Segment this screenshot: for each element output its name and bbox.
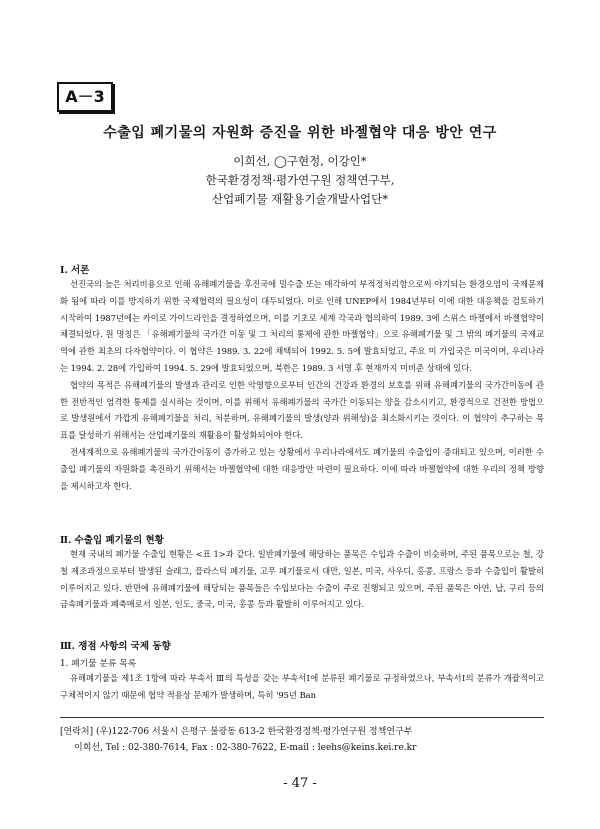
- contact-phone-email: 이희선, Tel : 02-380-7614, Fax : 02-380-7622, E-mail : leehs@keins.kei.re.kr: [74, 743, 417, 753]
- section-status-body: [60, 546, 544, 613]
- subsection-heading-classification: 1. 폐기물 분류 목록: [60, 659, 137, 669]
- paragraph: 선진국의 높은 처리비용으로 인해 유해폐기물을 후진국에 밀수출 또는 매각하여 부적정처리함으로써 야기되는 환경오염이 국제문제화 됨에 따라 이를 방지하기 위한 국제협력의 필요성이 대두되었다. 이로 인해 UNEP에서 1984년부터 이에 대한 대응책을 검토하기 시작하여 1987년에는 카이로 가이드라인을 결정하였으며, 이를 기초로 세계 각국과 협의하여 1989. 3에 스위스 바젤에서 바젤협약이 체결되었다. 원 명칭은 「유해폐기물의 국가간 이동 및 그 처리의 통제에 관한 바젤협약」으로 유해폐기물 및 그 밖의 폐기물의 국제교역에 관한 최초의 다자협약이다. 이 협약은 1989. 3. 22에 채택되어 1992. 5. 5에 발효되었고, 주요 미 가입국은 미국이며, 우리나라는 1994. 2. 28에 가입하여 1994. 5. 29에 발효되었으며, 북한은 1989. 3 서명 후 현재까지 미비준 상태에 있다.: [60, 279, 544, 373]
- section-introduction-body: [60, 276, 544, 494]
- footer-divider: [60, 717, 544, 718]
- paragraph: 협약의 목적은 유해폐기물의 발생과 관리로 인한 악영향으로부터 인간의 건강과 환경의 보호를 위해 유해폐기물의 국가간이동에 관한 전반적인 엄격한 통제를 실시하는 것이며, 이를 위해서 유해폐기물의 국가간 이동되는 양을 감소시키고, 환경적으로 건전한 방법으로 발생원에서 가깝게 유해폐기물을 처리, 처분하며, 유해폐기물의 발생(양과 위해성)을 최소화시키는 것이다. 이 협약이 추구하는 목표를 달성하기 위해서는 산업폐기물의 재활용이 활성화되어야 한다.: [60, 379, 544, 441]
- section-heading-status: Ⅱ. 수출입 폐기물의 현황: [60, 535, 164, 546]
- paper-title: 수출입 폐기물의 자원화 증진을 위한 바젤협약 대응 방안 연구: [103, 125, 497, 141]
- page-number: - 47 -: [283, 776, 317, 791]
- contact-info: [60, 724, 544, 756]
- affiliation-1: 한국환경정책·평가연구원 정책연구부,: [205, 173, 395, 187]
- contact-address: [연락처] (우)122-706 서울시 은평구 불광동 613-2 한국환경정책·평가연구원 정책연구부: [60, 727, 413, 737]
- section-label-box: A－3: [57, 82, 113, 112]
- author-names: 이희선, ◯구현정, 이강인*: [233, 154, 367, 168]
- section-heading-international-trends: Ⅲ. 쟁점 사항의 국제 동향: [60, 641, 171, 652]
- affiliation-2: 산업폐기물 재활용기술개발사업단*: [211, 192, 389, 206]
- paragraph: 현재 국내의 폐기물 수출입 현황은 <표 1>과 같다. 일반폐기물에 해당하는 품목은 수입과 수출이 비슷하며, 주된 품목으로는 철, 강철 제조과정으로부터 발생된 슬래그, 플라스틱 폐기물, 고무 폐기물로서 대만, 일본, 미국, 사우디, 홍콩, 프랑스 등과 수출입이 활발히 이루어지고 있다. 반면에 유해폐기물에 해당되는 품목들은 수입보다는 수출이 주로 진행되고 있으며, 주된 품목은 아연, 납, 구리 등의 금속폐기물과 폐축매로서 일본, 인도, 중국, 미국, 홍콩 등과 활발히 이루어지고 있다.: [60, 549, 544, 610]
- author-block: [100, 152, 500, 209]
- paragraph: 전세계적으로 유해폐기물의 국가간이동이 증가하고 있는 상황에서 우리나라에서도 폐기물의 수출입이 증대되고 있으며, 이러한 수출입 폐기물의 자원화를 촉진하기 위해서는 바젤협약에 대한 대응방안 마련이 필요하다. 이에 따라 바젤협약에 대한 우리의 정책 방향을 제시하고자 한다.: [60, 446, 544, 491]
- section-trends-body: [60, 670, 544, 704]
- section-heading-introduction: Ⅰ. 서론: [60, 265, 90, 276]
- paragraph: 유해폐기물을 제1조 1항에 따라 부속서 Ⅲ의 특성을 갖는 부속서Ⅰ에 분류된 폐기물로 규정하였으나, 부속서Ⅰ의 분류가 개괄적이고 구체적이지 않기 때문에 협약 적용상 문제가 발생하며, 특히 '95년 Ban: [60, 673, 544, 700]
